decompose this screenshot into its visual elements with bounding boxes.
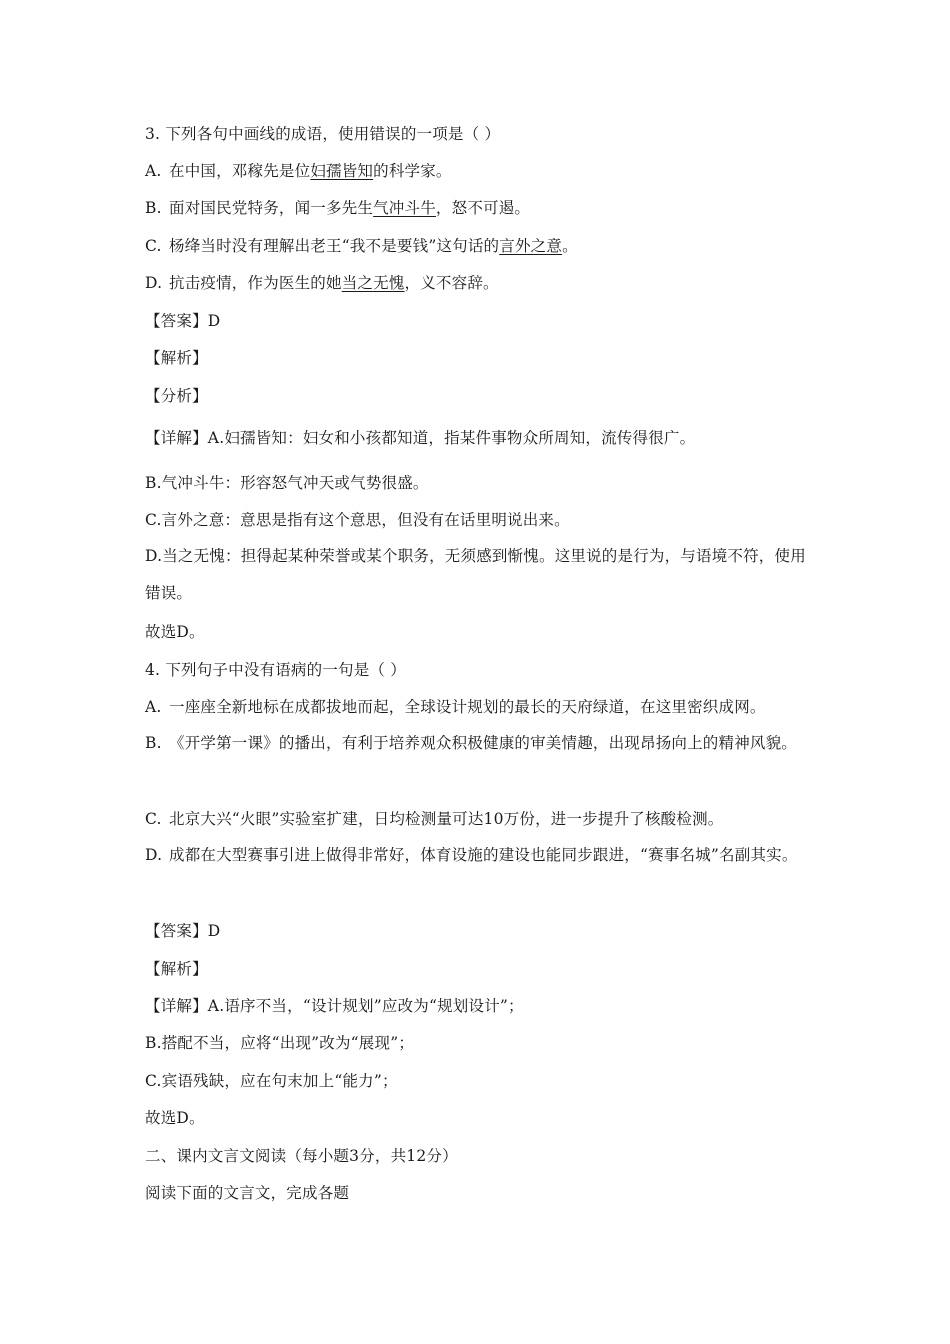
option-text: 《开学第一课》的播出，有利于培养观众积极健康的审美情趣，出现昂扬向上的精神风貌。 [169, 734, 798, 752]
option-letter: B. [145, 734, 162, 752]
q4-option-a [145, 697, 815, 717]
section-heading: 二、课内文言文阅读（每小题3分，共12分） [145, 1147, 458, 1165]
q4-detail-b: B.搭配不当，应将“出现”改为“展现”； [145, 1034, 415, 1052]
q3-answer: 【答案】D [145, 312, 221, 330]
underlined-idiom: 妇孺皆知 [310, 162, 374, 180]
q3-analysis-heading: 【解析】 [145, 349, 208, 367]
q3-option-d [145, 273, 815, 293]
option-text: 面对国民党特务，闻一多先生 [169, 199, 374, 217]
q3-detail-d: D.当之无愧：担得起某种荣誉或某个职务，无须感到惭愧。这里说的是行为，与语境不符，使用错误。 [145, 547, 806, 602]
q3-fenxi-heading: 【分析】 [145, 387, 208, 405]
option-letter: C. [145, 810, 162, 828]
option-text: 。 [562, 237, 578, 255]
q4-detail-c: C.宾语残缺，应在句末加上“能力”； [145, 1072, 398, 1090]
q4-stem: 4. 下列句子中没有语病的一句是（ ） [145, 661, 406, 679]
section-instruction: 阅读下面的文言文，完成各题 [145, 1184, 350, 1202]
option-text: 北京大兴“火眼”实验室扩建，日均检测量可达10万份，进一步提升了核酸检测。 [169, 810, 724, 828]
option-letter: D. [145, 846, 163, 864]
q3-detail-a: 【详解】A.妇孺皆知：妇女和小孩都知道，指某件事物众所周知，流传得很广。 [145, 429, 696, 447]
option-text: 成都在大型赛事引进上做得非常好，体育设施的建设也能同步跟进，“赛事名城”名副其实。 [169, 846, 798, 864]
q4-detail-a: 【详解】A.语序不当，“设计规划”应改为“规划设计”； [145, 997, 524, 1015]
q3-conclusion: 故选D。 [145, 623, 205, 641]
option-letter: B. [145, 199, 162, 217]
q4-option-c [145, 809, 815, 829]
underlined-idiom: 当之无愧 [341, 274, 405, 292]
q4-answer: 【答案】D [145, 922, 221, 940]
q4-analysis-heading: 【解析】 [145, 960, 208, 978]
option-text: 的科学家。 [373, 162, 452, 180]
underlined-idiom: 气冲斗牛 [373, 199, 436, 217]
option-text: 一座座全新地标在成都拔地而起，全球设计规划的最长的天府绿道，在这里密织成网。 [169, 698, 766, 716]
q4-option-d [145, 837, 810, 874]
option-letter: A. [145, 698, 162, 716]
q3-detail-c: C.言外之意：意思是指有这个意思，但没有在话里明说出来。 [145, 511, 570, 529]
option-text: 杨绛当时没有理解出老王“我不是要钱”这句话的 [169, 237, 500, 255]
option-text: 抗击疫情，作为医生的她 [169, 274, 342, 292]
option-text: ，怒不可遏。 [435, 199, 531, 217]
q3-stem: 3. 下列各句中画线的成语，使用错误的一项是（ ） [145, 125, 501, 143]
option-text: 在中国，邓稼先是位 [169, 162, 311, 180]
q3-option-c [145, 236, 815, 256]
underlined-idiom: 言外之意 [499, 237, 563, 255]
q3-detail-b: B.气冲斗牛：形容怒气冲天或气势很盛。 [145, 474, 429, 492]
q3-option-b [145, 198, 815, 218]
option-letter: C. [145, 237, 162, 255]
q3-option-a [145, 161, 815, 181]
q4-conclusion: 故选D。 [145, 1109, 205, 1127]
q4-option-b [145, 725, 810, 762]
option-letter: D. [145, 274, 163, 292]
option-text: ，义不容辞。 [404, 274, 499, 292]
option-letter: A. [145, 162, 162, 180]
